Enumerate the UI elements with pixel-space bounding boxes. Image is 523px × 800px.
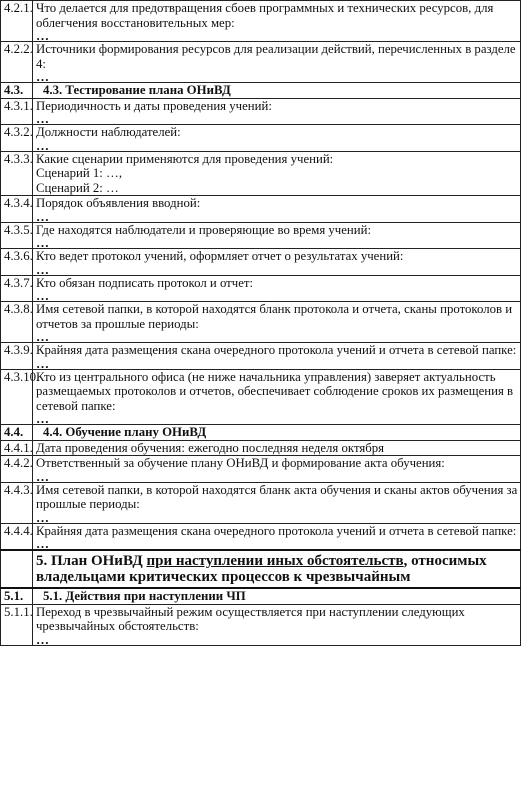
- item-number: 4.3.5.: [1, 222, 33, 249]
- item-line: Ответственный за обучение плану ОНиВД и формирование акта обучения:: [36, 456, 445, 470]
- item-line: Периодичность и даты проведения учений:: [36, 98, 272, 113]
- item-number: 4.3.4.: [1, 196, 33, 223]
- table-row: [1, 456, 521, 483]
- placeholder-ellipsis: …: [36, 468, 49, 484]
- item-text-4-2-2: [33, 42, 521, 83]
- item-line: Кто из центрального офиса (не ниже начальника управления) заверяет актуальность размещаемых протоколов и отчетов, обеспечивает соблюдение сроков их размещения в сетевой папке:: [36, 369, 514, 413]
- placeholder-ellipsis: …: [36, 208, 49, 224]
- table-row: [1, 369, 521, 425]
- table-row: [1, 604, 521, 645]
- item-number: 4.2.2.: [1, 42, 33, 83]
- table-row: [1, 83, 521, 99]
- item-text-4-3-7: [33, 275, 521, 302]
- item-number: 4.4.4.: [1, 523, 33, 550]
- item-number: 4.3.7.: [1, 275, 33, 302]
- item-text-4-3-4: [33, 196, 521, 223]
- section-heading: 4.3. Тестирование плана ОНиВД: [33, 83, 521, 99]
- item-line: Имя сетевой папки, в которой находятся бланк протокола и отчета, сканы протоколов и отчетов за прошлые периоды:: [36, 302, 513, 331]
- table-row: [1, 125, 521, 152]
- item-text-4-3-9: [33, 343, 521, 370]
- item-text-4-3-10: [33, 369, 521, 425]
- item-number: 4.3.10.: [1, 369, 33, 425]
- table-row: [1, 151, 521, 196]
- item-number: 4.4.2.: [1, 456, 33, 483]
- item-text-4-3-1: [33, 98, 521, 125]
- item-text-4-4-1: [33, 440, 521, 456]
- chapter-heading-suffix: , относимых владельцами критических процессов к чрезвычайным: [36, 553, 487, 585]
- table-row: [1, 275, 521, 302]
- placeholder-ellipsis: …: [36, 411, 49, 426]
- item-line: Источники формирования ресурсов для реализации действий, перечисленных в разделе 4:: [36, 42, 516, 71]
- chapter-heading: [33, 550, 521, 588]
- item-number: 4.3.8.: [1, 302, 33, 343]
- section-heading: 4.4. Обучение плану ОНиВД: [33, 425, 521, 441]
- item-line: Где находятся наблюдатели и проверяющие во время учений:: [36, 222, 372, 237]
- item-text-5-1-1: [33, 604, 521, 645]
- item-line: Переход в чрезвычайный режим осуществляется при наступлении следующих чрезвычайных обстоятельств:: [36, 604, 465, 633]
- table-row: [1, 425, 521, 441]
- item-number: 4.3.6.: [1, 249, 33, 276]
- item-text-4-3-8: [33, 302, 521, 343]
- plan-table-body: [1, 1, 521, 646]
- placeholder-ellipsis: …: [36, 631, 49, 647]
- item-number: 4.4.3.: [1, 482, 33, 523]
- item-text-4-4-4: [33, 523, 521, 550]
- item-text-4-4-2: [33, 456, 521, 483]
- item-line: Должности наблюдателей:: [36, 125, 181, 139]
- placeholder-ellipsis: …: [36, 69, 49, 84]
- table-row: [1, 482, 521, 523]
- item-line: Имя сетевой папки, в которой находятся бланк акта обучения и сканы актов обучения за прошлые периоды:: [36, 482, 518, 511]
- item-number: 4.2.1.: [1, 1, 33, 42]
- item-text-4-2-1: [33, 1, 521, 42]
- placeholder-ellipsis: …: [36, 111, 49, 126]
- chapter-heading-prefix: 5. План ОНиВД: [36, 553, 147, 569]
- item-text-4-3-6: [33, 249, 521, 276]
- section-heading: 5.1. Действия при наступлении ЧП: [33, 588, 521, 604]
- placeholder-ellipsis: …: [36, 235, 49, 250]
- placeholder-ellipsis: …: [36, 137, 49, 153]
- item-number: 4.3.1.: [1, 98, 33, 125]
- placeholder-ellipsis: …: [36, 261, 49, 277]
- item-number: 4.3.9.: [1, 343, 33, 370]
- item-text-4-3-2: [33, 125, 521, 152]
- placeholder-ellipsis: …: [36, 355, 49, 371]
- table-row: [1, 588, 521, 604]
- placeholder-ellipsis: …: [36, 536, 49, 551]
- item-line: Крайняя дата размещения скана очередного протокола учений и отчета в сетевой папке:: [36, 523, 517, 538]
- table-row: [1, 196, 521, 223]
- item-number: 5.1.1.: [1, 604, 33, 645]
- table-row: [1, 1, 521, 42]
- item-number: 4.3.3.: [1, 151, 33, 196]
- placeholder-ellipsis: …: [36, 329, 49, 344]
- item-text-4-3-5: [33, 222, 521, 249]
- item-number: 4.4.: [1, 425, 33, 441]
- item-line: Кто ведет протокол учений, оформляет отчет о результатах учений:: [36, 249, 404, 263]
- item-line: Что делается для предотвращения сбоев программных и технических ресурсов, для облегчения восстановительных мер:: [36, 1, 494, 30]
- table-row: [1, 440, 521, 456]
- table-row: [1, 550, 521, 588]
- item-line: Какие сценарии применяются для проведения учений:: [36, 151, 334, 166]
- placeholder-ellipsis: …: [36, 509, 49, 525]
- placeholder-ellipsis: …: [36, 28, 49, 43]
- table-row: [1, 98, 521, 125]
- item-line: Порядок объявления вводной:: [36, 196, 201, 210]
- item-line: Крайняя дата размещения скана очередного протокола учений и отчета в сетевой папке:: [36, 343, 517, 357]
- placeholder-ellipsis: …: [36, 288, 49, 303]
- item-number: 5.1.: [1, 588, 33, 604]
- table-row: [1, 42, 521, 83]
- item-text-4-3-3: [33, 151, 521, 196]
- item-line: Дата проведения обучения: ежегодно последняя неделя октября: [36, 440, 385, 455]
- table-row: [1, 222, 521, 249]
- chapter-heading-underlined: при наступлении иных обстоятельств: [146, 553, 404, 569]
- table-row: [1, 523, 521, 550]
- item-number: [1, 550, 33, 588]
- item-line: Сценарий 2: …: [36, 180, 119, 195]
- item-text-4-4-3: [33, 482, 521, 523]
- table-row: [1, 249, 521, 276]
- item-number: 4.3.: [1, 83, 33, 99]
- item-line: Кто обязан подписать протокол и отчет:: [36, 275, 254, 290]
- table-row: [1, 343, 521, 370]
- item-number: 4.4.1.: [1, 440, 33, 456]
- item-line: Сценарий 1: …,: [36, 166, 123, 180]
- table-row: [1, 302, 521, 343]
- item-number: 4.3.2.: [1, 125, 33, 152]
